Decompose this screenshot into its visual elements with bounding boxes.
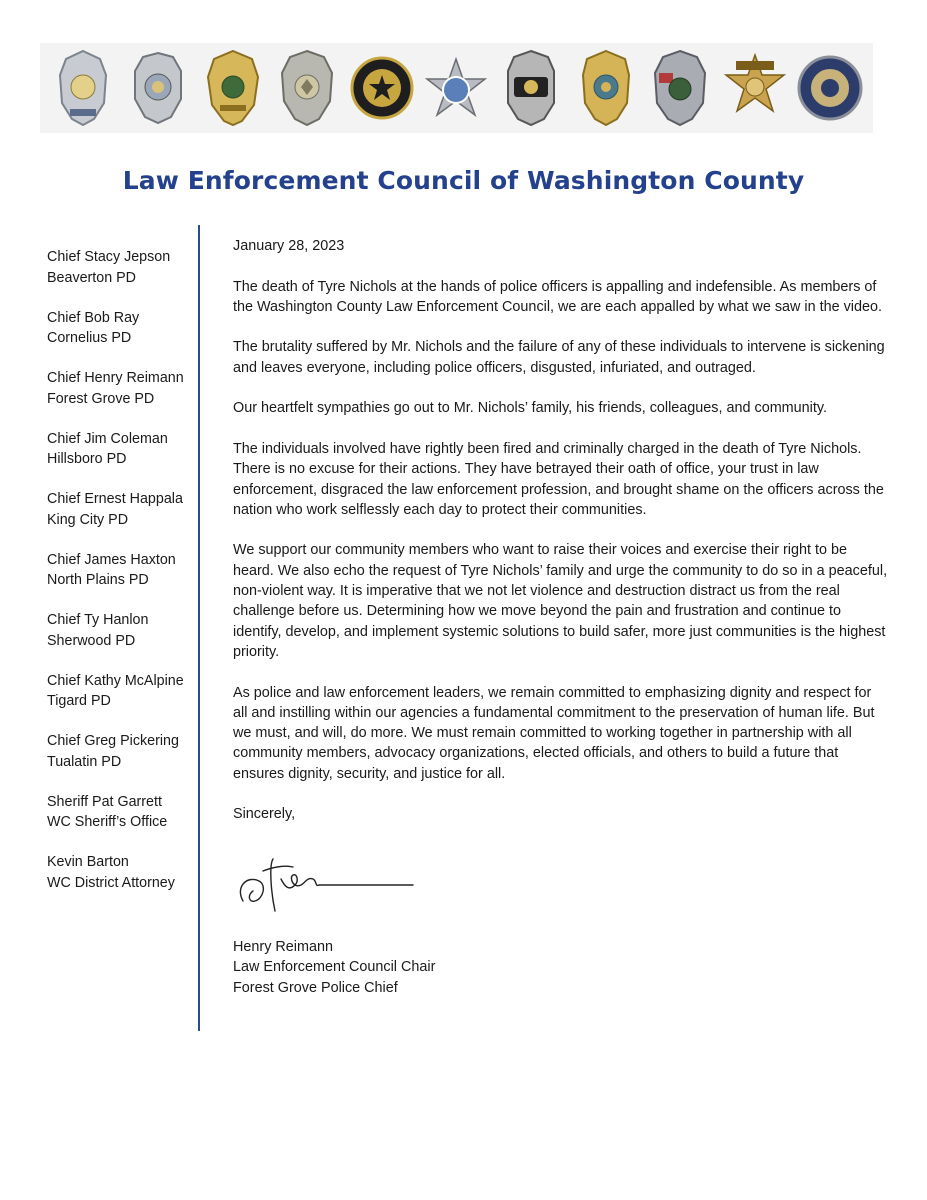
member-item xyxy=(47,429,197,490)
member-item xyxy=(47,671,197,732)
tualatin-badge-icon xyxy=(647,47,713,129)
letter-paragraph: As police and law enforcement leaders, we remain committed to emphasizing dignity and respect for all and instilling within our agencies a fundamental commitment to the preservation of human life. But we must, and will, do more. We must remain committed to working together in partnership with all community members, advocacy organizations, elected officials, and others to build a future that ensures dignity, security, and justice for all. xyxy=(233,684,875,782)
letter-paragraph: The individuals involved have rightly been fired and criminally charged in the death of Tyre Nichols. There is no excuse for their actions. They have betrayed their oath of office, your trust in law enforcement, disgraced the law enforcement profession, and brought shame on the officers across the nation who work selflessly each day to protect their communities. xyxy=(233,440,884,518)
member-name: Chief Kathy McAlpine xyxy=(47,672,184,689)
sherwood-badge-icon xyxy=(498,47,564,129)
member-item xyxy=(47,550,197,611)
member-item xyxy=(47,489,197,550)
member-name: Kevin Barton xyxy=(47,854,129,870)
member-name: Chief Bob Ray xyxy=(47,309,140,326)
badge-strip xyxy=(40,43,873,133)
member-item xyxy=(47,610,197,671)
member-org: North Plains PD xyxy=(47,572,149,588)
member-list xyxy=(47,247,197,913)
council-title: Law Enforcement Council of Washington County xyxy=(122,166,805,195)
member-org: WC Sheriff’s Office xyxy=(47,814,168,830)
member-org: King City PD xyxy=(47,511,129,528)
letter-closing: Sincerely, xyxy=(233,806,296,823)
signer-title: Law Enforcement Council Chair xyxy=(233,959,436,976)
member-name: Chief Jim Coleman xyxy=(47,430,168,447)
sidebar-divider xyxy=(198,225,200,1031)
district-attorney-seal-icon xyxy=(797,47,863,129)
member-org: Beaverton PD xyxy=(47,269,137,286)
forest-grove-badge-icon xyxy=(200,47,266,129)
beaverton-badge-icon xyxy=(50,47,116,129)
member-name: Chief Ernest Happala xyxy=(47,491,183,507)
letter-date: January 28, 2023 xyxy=(233,238,345,254)
member-org: Forest Grove PD xyxy=(47,390,155,407)
member-org: WC District Attorney xyxy=(47,874,175,891)
sheriff-star-icon xyxy=(722,47,788,129)
member-item xyxy=(47,792,197,853)
member-org: Sherwood PD xyxy=(47,632,136,649)
signer-name: Henry Reimann xyxy=(233,938,333,955)
cornelius-badge-icon xyxy=(125,47,191,129)
king-city-patch-icon xyxy=(349,47,415,129)
member-name: Chief Henry Reimann xyxy=(47,370,184,386)
signer-role: Forest Grove Police Chief xyxy=(233,979,398,996)
member-item xyxy=(47,247,197,308)
signature-icon xyxy=(233,841,433,921)
letter-paragraph: Our heartfelt sympathies go out to Mr. Nichols’ family, his friends, colleagues, and community. xyxy=(233,400,827,417)
member-name: Chief Stacy Jepson xyxy=(47,249,171,265)
hillsboro-badge-icon xyxy=(274,47,340,129)
letter-body xyxy=(233,236,888,998)
letter-paragraph: The death of Tyre Nichols at the hands of police officers is appalling and indefensible. As members of the Washington County Law Enforcement Council, we are each appalled by what we saw in the video. xyxy=(233,278,883,315)
signature-block xyxy=(233,937,888,998)
member-org: Tigard PD xyxy=(47,693,111,709)
member-item xyxy=(47,368,197,429)
member-item xyxy=(47,852,197,913)
letter-paragraph: We support our community members who want to raise their voices and exercise their right to be heard. We also echo the request of Tyre Nichols’ family and urge the community to do so in a peaceful, non-violent way. It is imperative that we not let violence and destruction distract us from the real challenge before us. Determining how we move beyond the pain and frustration and continue to identify, develop, and implement systemic solutions to build safer, more just communities is the highest priority. xyxy=(233,542,888,660)
member-org: Cornelius PD xyxy=(47,330,132,346)
member-item xyxy=(47,731,197,792)
member-name: Chief James Haxton xyxy=(47,551,176,568)
letter-paragraph: The brutality suffered by Mr. Nichols and the failure of any of these individuals to intervene is sickening and leaves everyone, including police officers, disgusted, infuriated, and outraged. xyxy=(233,339,885,376)
member-item xyxy=(47,308,197,369)
member-name: Sheriff Pat Garrett xyxy=(47,793,162,810)
member-org: Hillsboro PD xyxy=(47,451,127,467)
north-plains-star-icon xyxy=(423,47,489,129)
member-org: Tualatin PD xyxy=(47,753,122,770)
tigard-badge-icon xyxy=(573,47,639,129)
member-name: Chief Greg Pickering xyxy=(47,733,179,749)
member-name: Chief Ty Hanlon xyxy=(47,612,149,628)
